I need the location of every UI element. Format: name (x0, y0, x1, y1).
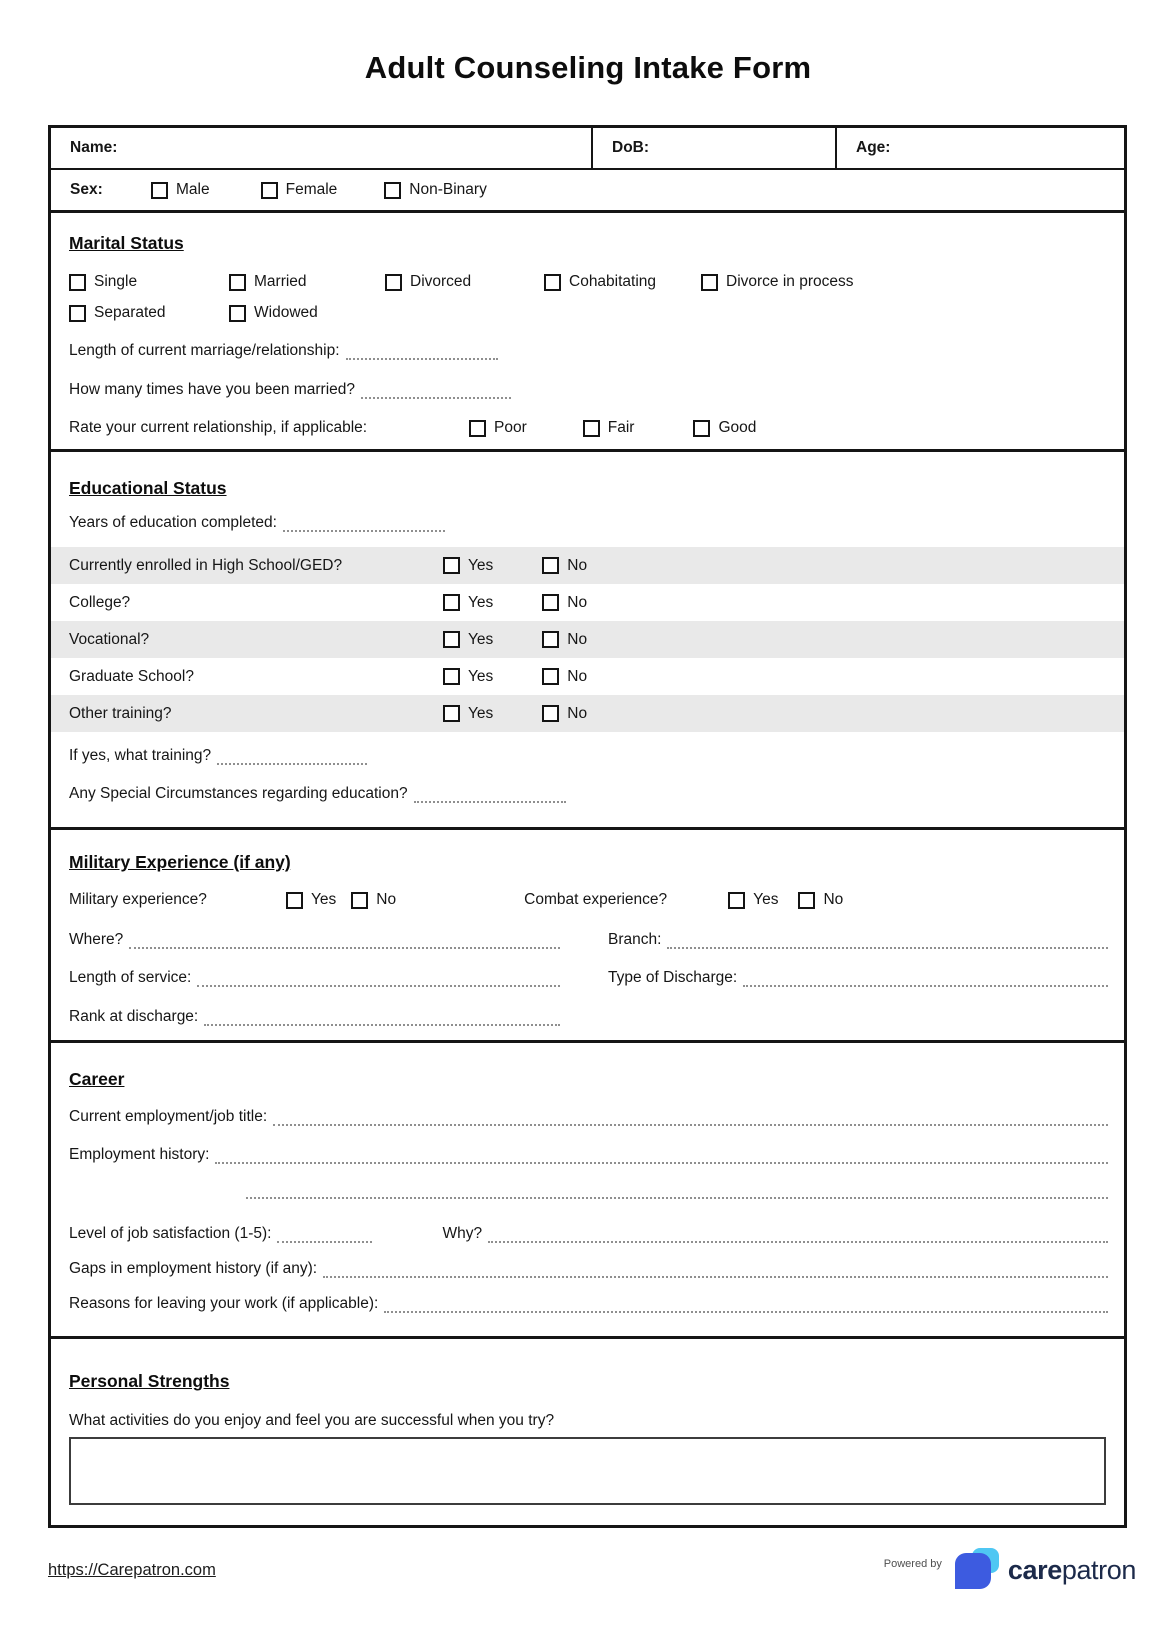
carepatron-logo-icon (954, 1545, 1002, 1595)
graduate-no-option (542, 668, 587, 686)
brand-care: care (1007, 1554, 1062, 1585)
marital-option-married (229, 273, 385, 291)
length-of-service-field[interactable] (197, 974, 560, 987)
college-yes-option (443, 594, 493, 612)
checkbox-combat-yes[interactable] (728, 892, 745, 909)
checkbox-poor[interactable] (469, 420, 486, 437)
employment-gaps-row (69, 1260, 1108, 1278)
job-satisfaction-row (69, 1225, 1108, 1243)
yes-label: Yes (468, 630, 494, 648)
checkbox-cohabitating[interactable] (544, 274, 561, 291)
checkbox-fair[interactable] (583, 420, 600, 437)
checkbox-widowed[interactable] (229, 305, 246, 322)
no-label: No (376, 891, 397, 908)
education-question-rows (51, 547, 1124, 732)
marriage-length-row (69, 342, 1108, 360)
where-branch-row (69, 931, 1108, 949)
military-no-option (351, 891, 396, 909)
college-no-option (542, 594, 587, 612)
separated-label: Separated (94, 304, 166, 321)
employment-gaps-label: Gaps in employment history (if any): (69, 1260, 318, 1277)
military-experience-section (51, 830, 1124, 1043)
combat-yes-option (728, 891, 778, 909)
table-row (51, 658, 1124, 695)
vocational-question-label: Vocational? (69, 630, 150, 648)
discharge-type-label: Type of Discharge: (608, 969, 738, 986)
checkbox-graduate-no[interactable] (542, 668, 559, 685)
years-education-field[interactable] (283, 519, 445, 532)
male-label: Male (176, 181, 210, 198)
length-of-service-label: Length of service: (69, 969, 192, 986)
no-label: No (567, 704, 588, 722)
special-circumstances-row (69, 785, 1124, 803)
yes-label: Yes (753, 891, 779, 908)
graduate-question-label: Graduate School? (69, 667, 194, 685)
brand-patron: patron (1061, 1554, 1136, 1585)
no-label: No (567, 593, 588, 611)
combat-no-option (798, 891, 843, 909)
marital-option-cohabitating (544, 273, 701, 291)
marital-options-row-1 (69, 273, 1108, 291)
leaving-reasons-label: Reasons for leaving your work (if applicable): (69, 1295, 379, 1312)
where-field[interactable] (129, 936, 560, 949)
rate-option-fair (583, 419, 635, 437)
table-row (51, 695, 1124, 732)
checkbox-other-training-no[interactable] (542, 705, 559, 722)
age-label: Age: (856, 139, 891, 156)
military-experience-heading: Military Experience (if any) (69, 852, 291, 872)
table-row (51, 621, 1124, 658)
graduate-yes-option (443, 668, 493, 686)
divorced-label: Divorced (410, 273, 472, 290)
career-heading: Career (69, 1069, 125, 1089)
personal-strengths-heading: Personal Strengths (69, 1371, 230, 1391)
sex-option-male (151, 181, 210, 199)
carepatron-link[interactable]: https://Carepatron.com (48, 1560, 216, 1579)
no-label: No (567, 556, 588, 574)
checkbox-nonbinary[interactable] (384, 182, 401, 199)
checkbox-college-yes[interactable] (443, 594, 460, 611)
dob-label: DoB: (612, 139, 650, 156)
sex-label: Sex: (70, 181, 103, 198)
discharge-type-field[interactable] (743, 974, 1108, 987)
college-question-label: College? (69, 593, 131, 611)
current-employment-field[interactable] (273, 1113, 1108, 1126)
single-label: Single (94, 273, 138, 290)
leaving-reasons-field[interactable] (384, 1300, 1108, 1313)
header-row (51, 128, 1124, 170)
highschool-question-label: Currently enrolled in High School/GED? (69, 556, 343, 574)
dob-cell[interactable] (593, 128, 837, 168)
employment-history-row (69, 1146, 1108, 1164)
widowed-label: Widowed (254, 304, 318, 321)
checkbox-good[interactable] (693, 420, 710, 437)
poor-label: Poor (494, 419, 527, 436)
fair-label: Fair (607, 419, 635, 436)
times-married-row (69, 381, 1108, 399)
checkbox-combat-no[interactable] (798, 892, 815, 909)
rate-option-good (693, 419, 756, 437)
age-cell[interactable] (837, 128, 1124, 168)
employment-history-field-line2[interactable] (246, 1186, 1108, 1199)
what-training-field[interactable] (217, 752, 367, 765)
marital-option-widowed (229, 304, 318, 322)
marriage-length-field[interactable] (346, 347, 498, 360)
checkbox-divorced[interactable] (385, 274, 402, 291)
employment-gaps-field[interactable] (323, 1265, 1108, 1278)
checkbox-male[interactable] (151, 182, 168, 199)
checkbox-graduate-yes[interactable] (443, 668, 460, 685)
carepatron-brand (884, 1545, 1136, 1595)
checkbox-divorce-in-process[interactable] (701, 274, 718, 291)
checkbox-college-no[interactable] (542, 594, 559, 611)
times-married-field[interactable] (361, 386, 511, 399)
yes-label: Yes (311, 891, 337, 908)
why-label: Why? (442, 1225, 483, 1242)
rate-option-poor (469, 419, 527, 437)
marital-option-separated (69, 304, 229, 322)
what-training-row (69, 747, 1124, 765)
yes-label: Yes (468, 704, 494, 722)
years-education-row (69, 514, 1108, 532)
marital-option-single (69, 273, 229, 291)
years-education-label: Years of education completed: (69, 514, 277, 531)
female-label: Female (285, 181, 338, 198)
checkbox-separated[interactable] (69, 305, 86, 322)
yes-label: Yes (468, 593, 494, 611)
marriage-length-label: Length of current marriage/relationship: (69, 342, 340, 359)
no-label: No (567, 667, 588, 685)
military-experience-row (69, 891, 1108, 909)
checkbox-military-yes[interactable] (286, 892, 303, 909)
rate-relationship-label: Rate your current relationship, if applicable: (69, 419, 368, 436)
marital-option-divorced (385, 273, 544, 291)
other-training-no-option (542, 705, 587, 723)
educational-status-heading: Educational Status (69, 478, 227, 498)
combat-experience-label: Combat experience? (524, 891, 668, 908)
military-yes-option (286, 891, 336, 909)
yes-label: Yes (468, 556, 494, 574)
service-discharge-row (69, 969, 1108, 987)
educational-status-section (51, 452, 1124, 830)
career-section (51, 1043, 1124, 1339)
job-satisfaction-field[interactable] (277, 1230, 372, 1243)
no-label: No (567, 630, 588, 648)
page-footer (48, 1545, 1136, 1595)
powered-by-label: Powered by (883, 1558, 942, 1570)
job-satisfaction-label: Level of job satisfaction (1-5): (69, 1225, 272, 1242)
checkbox-female[interactable] (261, 182, 278, 199)
sex-option-female (261, 181, 338, 199)
special-circumstances-label: Any Special Circumstances regarding education? (69, 785, 408, 802)
leaving-reasons-row (69, 1295, 1108, 1313)
vocational-yes-option (443, 631, 493, 649)
divorce-in-process-label: Divorce in process (726, 273, 854, 290)
why-field[interactable] (488, 1230, 1108, 1243)
highschool-yes-option (443, 557, 493, 575)
special-circumstances-field[interactable] (414, 790, 566, 803)
where-label: Where? (69, 931, 124, 948)
checkbox-vocational-no[interactable] (542, 631, 559, 648)
current-employment-row (69, 1108, 1108, 1126)
what-training-label: If yes, what training? (69, 747, 212, 764)
yes-label: Yes (468, 667, 494, 685)
branch-field[interactable] (667, 936, 1108, 949)
page-title: Adult Counseling Intake Form (364, 50, 812, 85)
military-experience-label: Military experience? (69, 891, 207, 908)
current-employment-label: Current employment/job title: (69, 1108, 268, 1125)
name-cell[interactable] (51, 128, 593, 168)
checkbox-vocational-yes[interactable] (443, 631, 460, 648)
rank-field[interactable] (204, 1013, 560, 1026)
checkbox-highschool-no[interactable] (542, 557, 559, 574)
table-row (51, 584, 1124, 621)
married-label: Married (254, 273, 307, 290)
checkbox-military-no[interactable] (351, 892, 368, 909)
table-row (51, 547, 1124, 584)
marital-option-divorce-in-process (701, 273, 854, 291)
activities-question: What activities do you enjoy and feel you are successful when you try? (69, 1412, 555, 1429)
times-married-label: How many times have you been married? (69, 381, 356, 398)
cohabitating-label: Cohabitating (569, 273, 657, 290)
nonbinary-label: Non-Binary (409, 181, 487, 198)
checkbox-highschool-yes[interactable] (443, 557, 460, 574)
employment-history-label: Employment history: (69, 1146, 210, 1163)
rank-label: Rank at discharge: (69, 1008, 199, 1025)
employment-history-continuation-row (69, 1186, 1108, 1199)
employment-history-field[interactable] (215, 1151, 1108, 1164)
checkbox-married[interactable] (229, 274, 246, 291)
branch-label: Branch: (608, 931, 662, 948)
other-training-question-label: Other training? (69, 704, 172, 722)
marital-options-row-2 (69, 304, 1108, 322)
brand-wordmark (1008, 1555, 1136, 1586)
vocational-no-option (542, 631, 587, 649)
form-box (48, 125, 1127, 1528)
highschool-no-option (542, 557, 587, 575)
other-training-yes-option (443, 705, 493, 723)
sex-row (51, 170, 1124, 213)
marital-status-section (51, 213, 1124, 452)
rank-row (69, 1008, 560, 1026)
name-label: Name: (70, 139, 118, 156)
checkbox-single[interactable] (69, 274, 86, 291)
personal-strengths-section (51, 1339, 1124, 1525)
marital-status-heading: Marital Status (69, 233, 184, 253)
rate-relationship-row (69, 419, 1108, 437)
no-label: No (823, 891, 844, 908)
personal-strengths-input[interactable] (69, 1437, 1106, 1505)
good-label: Good (718, 419, 757, 436)
sex-option-nonbinary (384, 181, 487, 199)
checkbox-other-training-yes[interactable] (443, 705, 460, 722)
